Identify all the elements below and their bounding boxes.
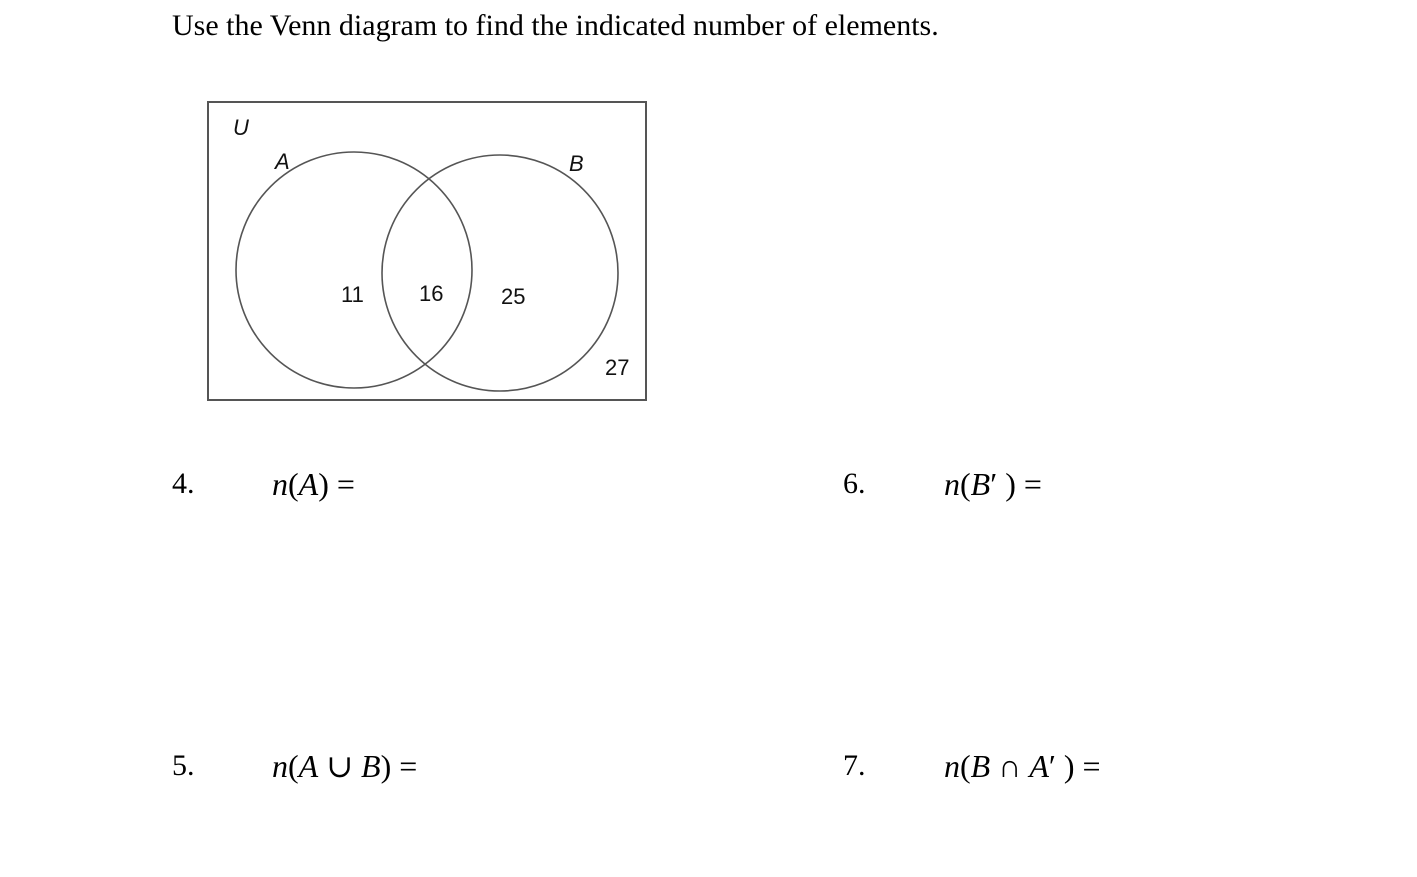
- problem-6-expression: n(B′ ) =: [944, 466, 1042, 502]
- problem-5-expression: n(A ∪ B) =: [272, 748, 418, 784]
- problem-7-number: 7.: [843, 749, 866, 782]
- problem-4-expression: n(A) =: [272, 466, 355, 502]
- problem-7-expression: n(B ∩ A′ ) =: [944, 748, 1101, 784]
- universe-label: U: [233, 115, 249, 140]
- problem-6-number: 6.: [843, 467, 866, 500]
- only-b-count: 25: [501, 284, 526, 309]
- problem-5-number: 5.: [172, 749, 195, 782]
- problem-4-number: 4.: [172, 467, 195, 500]
- outside-count: 27: [605, 355, 630, 380]
- universe-rectangle: [208, 102, 646, 400]
- instruction-text: Use the Venn diagram to find the indicated number of elements.: [172, 9, 939, 42]
- intersection-count: 16: [419, 281, 444, 306]
- set-b-label: B: [569, 151, 584, 176]
- set-a-circle: [236, 152, 472, 388]
- set-a-label: A: [275, 149, 290, 174]
- only-a-count: 11: [341, 282, 364, 307]
- set-b-circle: [382, 155, 618, 391]
